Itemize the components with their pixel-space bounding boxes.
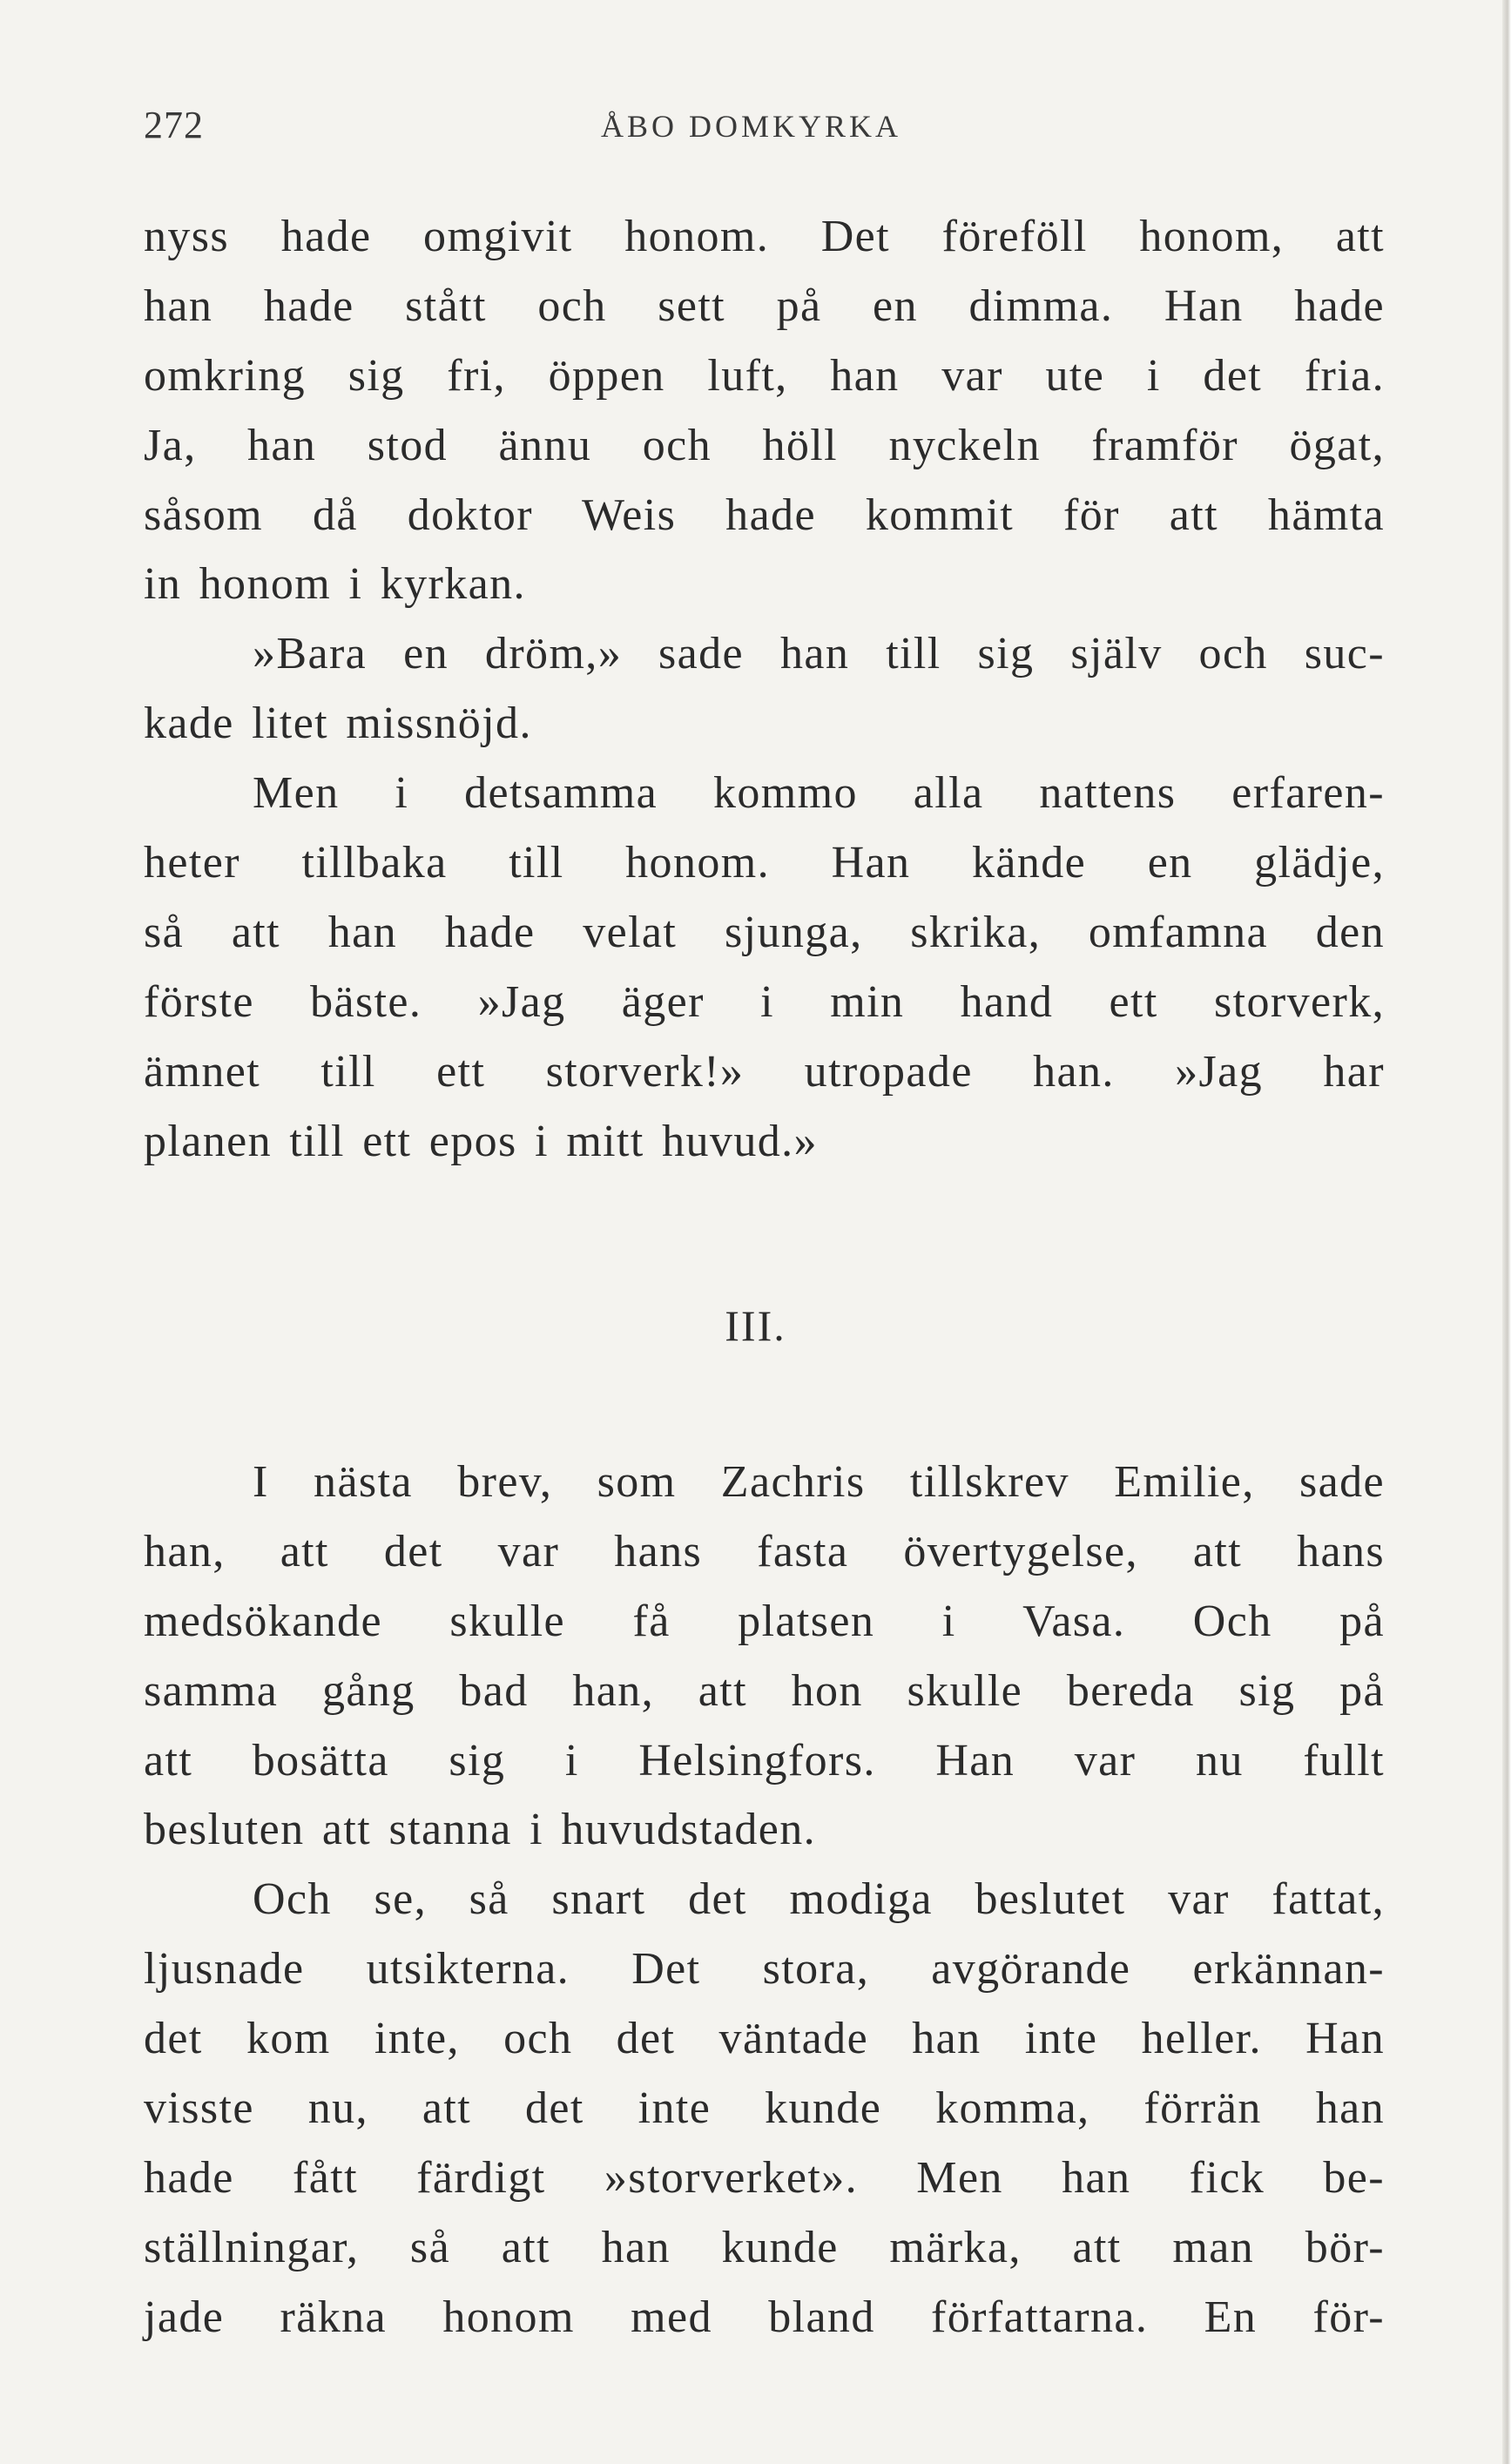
page-edge	[1502, 0, 1511, 2464]
text-line: att bosätta sig i Helsingfors. Han var nu fullt	[144, 1735, 1385, 1786]
text-line: samma gång bad han, att hon skulle bereda sig på	[144, 1665, 1385, 1716]
text-line: han hade stått och sett på en dimma. Han hade	[144, 280, 1385, 331]
text-line: Ja, han stod ännu och höll nyckeln framför ögat,	[144, 420, 1385, 470]
running-head	[144, 103, 1389, 155]
running-title: ÅBO DOMKYRKA	[601, 109, 902, 144]
text-line: nyss hade omgivit honom. Det föreföll honom, att	[144, 212, 1385, 261]
text-line: kade litet missnöjd.	[144, 699, 532, 749]
text-line: han, att det var hans fasta övertygelse, att hans	[144, 1526, 1385, 1576]
text-line: heter tillbaka till honom. Han kände en glädje,	[144, 838, 1385, 888]
text-line: besluten att stanna i huvudstaden.	[144, 1805, 817, 1855]
text-line: ljusnade utsikterna. Det stora, avgörande erkännan-	[144, 1944, 1385, 1995]
text-line: »Bara en dröm,» sade han till sig själv och suc-	[253, 629, 1385, 679]
text-block-1	[144, 202, 1385, 1176]
text-block-2	[144, 1448, 1385, 2353]
text-line: Men i detsamma kommo alla nattens erfaren-	[253, 768, 1385, 819]
text-line: hade fått färdigt »storverket». Men han fick be-	[144, 2152, 1385, 2203]
text-line: jade räkna honom med bland författarna. En för-	[144, 2292, 1385, 2342]
text-line: planen till ett epos i mitt huvud.»	[144, 1116, 818, 1166]
text-line: ämnet till ett storverk!» utropade han. »Jag har	[144, 1046, 1385, 1097]
text-line: Och se, så snart det modiga beslutet var fattat,	[253, 1874, 1385, 1925]
text-line: visste nu, att det inte kunde komma, förrän han	[144, 2083, 1385, 2134]
text-line: förste bäste. »Jag äger i min hand ett storverk,	[144, 976, 1385, 1027]
text-line: såsom då doktor Weis hade kommit för att hämta	[144, 489, 1385, 540]
text-line: medsökande skulle få platsen i Vasa. Och på	[144, 1596, 1385, 1646]
section-heading: III.	[725, 1301, 786, 1350]
text-line: in honom i kyrkan.	[144, 559, 526, 610]
text-line: omkring sig fri, öppen luft, han var ute i det fria.	[144, 350, 1385, 401]
page-number: 272	[144, 104, 204, 146]
text-line: I nästa brev, som Zachris tillskrev Emilie, sade	[253, 1457, 1385, 1507]
text-line: ställningar, så att han kunde märka, att man bör-	[144, 2222, 1385, 2272]
text-line: så att han hade velat sjunga, skrika, omfamna den	[144, 907, 1385, 957]
text-line: det kom inte, och det väntade han inte heller. Han	[144, 2014, 1385, 2064]
